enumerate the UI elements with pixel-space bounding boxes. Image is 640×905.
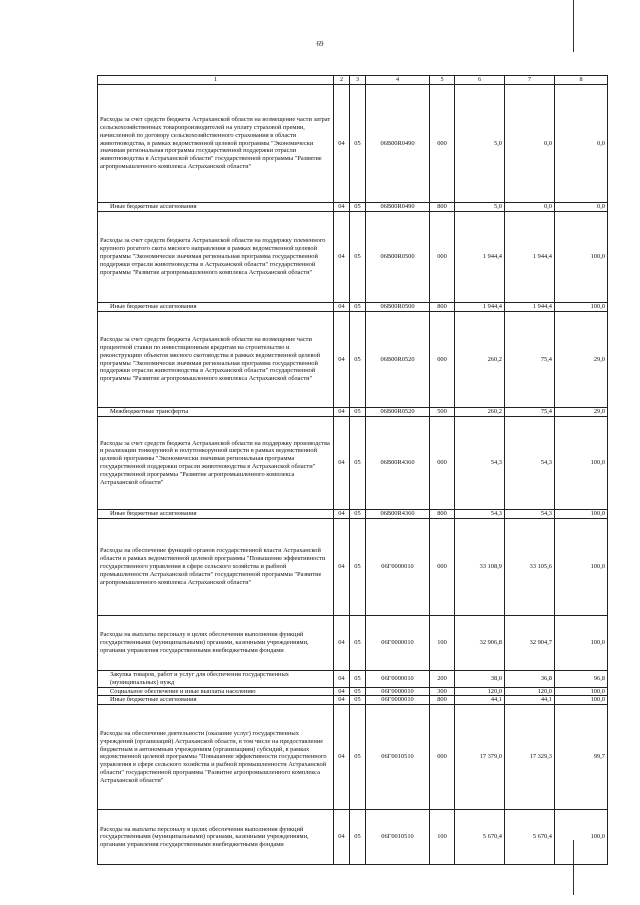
table-row bbox=[98, 212, 608, 303]
cell-target-code: 06В00R0520 bbox=[366, 312, 430, 408]
cell-percent: 100,0 bbox=[555, 510, 608, 519]
column-header: 7 bbox=[505, 76, 555, 85]
table-row bbox=[98, 671, 608, 688]
row-name: Расходы за счет средств бюджета Астраханской области на возмещение части затрат сельскохозяйственных товаропроизводителей на уплату страховой премии, начисленной по договору сельскохозяйственного страхования в области животноводства, в рамках ведомственной целевой программы "Экономически значимая региональная программа государственной поддержки отрасли животноводства в Астраханской области" государственной программы "Развитие агропромышленного комплекса Астраханской области" bbox=[98, 85, 334, 203]
cell-target-code: 06В00R0520 bbox=[366, 408, 430, 417]
table-row bbox=[98, 85, 608, 203]
row-name: Расходы на выплаты персоналу в целях обеспечения выполнения функций государственными (муниципальными) органами, казенными учреждениями, органами управления государственными внебюджетными фондами bbox=[98, 810, 334, 865]
cell-section: 04 bbox=[334, 408, 350, 417]
cell-plan-amount: 120,0 bbox=[455, 687, 505, 696]
table-row bbox=[98, 696, 608, 705]
cell-subsection: 05 bbox=[350, 687, 366, 696]
cell-plan-amount: 260,2 bbox=[455, 408, 505, 417]
cell-target-code: 06В00R0500 bbox=[366, 212, 430, 303]
cell-subsection: 05 bbox=[350, 705, 366, 810]
cell-percent: 100,0 bbox=[555, 616, 608, 671]
cell-expense-type: 200 bbox=[430, 671, 455, 688]
cell-plan-amount: 32 906,8 bbox=[455, 616, 505, 671]
cell-expense-type: 100 bbox=[430, 810, 455, 865]
cell-target-code: 06Г0000010 bbox=[366, 671, 430, 688]
cell-subsection: 05 bbox=[350, 671, 366, 688]
cell-actual-amount: 120,0 bbox=[505, 687, 555, 696]
row-name: Иные бюджетные ассигнования bbox=[98, 696, 334, 705]
cell-percent: 100,0 bbox=[555, 303, 608, 312]
cell-subsection: 05 bbox=[350, 312, 366, 408]
cell-actual-amount: 54,3 bbox=[505, 417, 555, 510]
cell-section: 04 bbox=[334, 671, 350, 688]
table-row bbox=[98, 616, 608, 671]
cell-plan-amount: 54,3 bbox=[455, 510, 505, 519]
column-header: 3 bbox=[350, 76, 366, 85]
cell-subsection: 05 bbox=[350, 212, 366, 303]
cell-section: 04 bbox=[334, 303, 350, 312]
column-header: 1 bbox=[98, 76, 334, 85]
cell-percent: 100,0 bbox=[555, 696, 608, 705]
cell-percent: 100,0 bbox=[555, 687, 608, 696]
cell-percent: 0,0 bbox=[555, 203, 608, 212]
cell-plan-amount: 5,0 bbox=[455, 85, 505, 203]
table-row bbox=[98, 203, 608, 212]
cell-subsection: 05 bbox=[350, 810, 366, 865]
cell-expense-type: 000 bbox=[430, 212, 455, 303]
row-name: Иные бюджетные ассигнования bbox=[98, 303, 334, 312]
column-header: 2 bbox=[334, 76, 350, 85]
cell-expense-type: 800 bbox=[430, 303, 455, 312]
cell-target-code: 06В00R4360 bbox=[366, 417, 430, 510]
cell-target-code: 06В00R4360 bbox=[366, 510, 430, 519]
scan-edge-line bbox=[573, 0, 574, 52]
cell-actual-amount: 5 670,4 bbox=[505, 810, 555, 865]
cell-actual-amount: 1 944,4 bbox=[505, 212, 555, 303]
cell-expense-type: 000 bbox=[430, 85, 455, 203]
cell-expense-type: 500 bbox=[430, 408, 455, 417]
cell-plan-amount: 1 944,4 bbox=[455, 303, 505, 312]
cell-percent: 29,0 bbox=[555, 408, 608, 417]
table-row bbox=[98, 519, 608, 616]
cell-plan-amount: 260,2 bbox=[455, 312, 505, 408]
cell-actual-amount: 1 944,4 bbox=[505, 303, 555, 312]
cell-section: 04 bbox=[334, 705, 350, 810]
cell-section: 04 bbox=[334, 510, 350, 519]
cell-target-code: 06Г0010510 bbox=[366, 810, 430, 865]
cell-actual-amount: 44,1 bbox=[505, 696, 555, 705]
table-row bbox=[98, 417, 608, 510]
cell-subsection: 05 bbox=[350, 696, 366, 705]
page-number: 69 bbox=[316, 40, 324, 48]
cell-target-code: 06Г0000010 bbox=[366, 687, 430, 696]
cell-percent: 100,0 bbox=[555, 417, 608, 510]
cell-actual-amount: 75,4 bbox=[505, 312, 555, 408]
table-row bbox=[98, 408, 608, 417]
cell-actual-amount: 75,4 bbox=[505, 408, 555, 417]
cell-percent: 100,0 bbox=[555, 212, 608, 303]
cell-section: 04 bbox=[334, 810, 350, 865]
cell-section: 04 bbox=[334, 687, 350, 696]
cell-section: 04 bbox=[334, 312, 350, 408]
row-name: Иные бюджетные ассигнования bbox=[98, 203, 334, 212]
cell-actual-amount: 54,3 bbox=[505, 510, 555, 519]
cell-expense-type: 000 bbox=[430, 417, 455, 510]
row-name: Расходы на обеспечение деятельности (оказание услуг) государственных учреждений (организаций) Астраханской области, в том числе на предоставление бюджетным и автономным учреждениям (организациям) субсидий, в рамках ведомственной целевой программы "Повышение эффективности государственного управления в сфере сельского хозяйства и рыбной промышленности Астраханской области" государственной программы "Развитие агропромышленного комплекса Астраханской области" bbox=[98, 705, 334, 810]
cell-subsection: 05 bbox=[350, 417, 366, 510]
cell-section: 04 bbox=[334, 616, 350, 671]
cell-plan-amount: 54,3 bbox=[455, 417, 505, 510]
cell-expense-type: 800 bbox=[430, 203, 455, 212]
cell-section: 04 bbox=[334, 212, 350, 303]
cell-subsection: 05 bbox=[350, 510, 366, 519]
cell-plan-amount: 33 108,9 bbox=[455, 519, 505, 616]
row-name: Социальное обеспечение и иные выплаты населению bbox=[98, 687, 334, 696]
row-name: Расходы на обеспечение функций органов государственной власти Астраханской области в рамках ведомственной целевой программы "Повышение эффективности государственного управления в сфере сельского хозяйства и рыбной промышленности Астраханской области" государственной программы "Развитие агропромышленного комплекса Астраханской области" bbox=[98, 519, 334, 616]
cell-subsection: 05 bbox=[350, 303, 366, 312]
column-header: 8 bbox=[555, 76, 608, 85]
column-header: 4 bbox=[366, 76, 430, 85]
cell-plan-amount: 5,0 bbox=[455, 203, 505, 212]
cell-plan-amount: 44,1 bbox=[455, 696, 505, 705]
cell-actual-amount: 17 329,3 bbox=[505, 705, 555, 810]
cell-expense-type: 000 bbox=[430, 519, 455, 616]
cell-actual-amount: 32 904,7 bbox=[505, 616, 555, 671]
cell-section: 04 bbox=[334, 519, 350, 616]
cell-expense-type: 800 bbox=[430, 696, 455, 705]
table-row bbox=[98, 705, 608, 810]
table-header-row bbox=[98, 76, 608, 85]
column-header: 5 bbox=[430, 76, 455, 85]
cell-percent: 29,0 bbox=[555, 312, 608, 408]
cell-plan-amount: 5 670,4 bbox=[455, 810, 505, 865]
cell-subsection: 05 bbox=[350, 616, 366, 671]
cell-section: 04 bbox=[334, 203, 350, 212]
cell-actual-amount: 36,8 bbox=[505, 671, 555, 688]
cell-target-code: 06Г0000010 bbox=[366, 519, 430, 616]
cell-percent: 100,0 bbox=[555, 810, 608, 865]
table-row bbox=[98, 510, 608, 519]
cell-target-code: 06В00R0490 bbox=[366, 85, 430, 203]
cell-plan-amount: 17 379,0 bbox=[455, 705, 505, 810]
cell-actual-amount: 33 105,6 bbox=[505, 519, 555, 616]
table-row bbox=[98, 303, 608, 312]
cell-target-code: 06В00R0490 bbox=[366, 203, 430, 212]
cell-expense-type: 000 bbox=[430, 705, 455, 810]
row-name: Расходы за счет средств бюджета Астраханской области на возмещение части процентной ставки по инвестиционным кредитам на строительство и реконструкцию объектов мясного скотоводства в рамках ведомственной целевой программы "Экономически значимая региональная программа государственной поддержки отрасли животноводства в Астраханской области" государственной программы "Развитие агропромышленного комплекса Астраханской области" bbox=[98, 312, 334, 408]
cell-subsection: 05 bbox=[350, 408, 366, 417]
cell-percent: 99,7 bbox=[555, 705, 608, 810]
row-name: Иные бюджетные ассигнования bbox=[98, 510, 334, 519]
cell-actual-amount: 0,0 bbox=[505, 85, 555, 203]
table-row bbox=[98, 312, 608, 408]
row-name: Расходы за счет средств бюджета Астраханской области на поддержку племенного крупного рогатого скота мясного направления в рамках ведомственной целевой программы "Экономически значимая региональная программа государственной поддержки отрасли животноводства в Астраханской области" государственной программы "Развитие агропромышленного комплекса Астраханской области" bbox=[98, 212, 334, 303]
row-name: Расходы за счет средств бюджета Астраханской области на поддержку производства и реализации тонкорунной и полутонкорунной шерсти в рамках ведомственной целевой программы "Экономически значимая региональная программа государственной поддержки отрасли животноводства в Астраханской области" государственной программы "Развитие агропромышленного комплекса Астраханской области" bbox=[98, 417, 334, 510]
cell-section: 04 bbox=[334, 417, 350, 510]
cell-expense-type: 800 bbox=[430, 510, 455, 519]
cell-expense-type: 100 bbox=[430, 616, 455, 671]
budget-table bbox=[97, 75, 608, 865]
cell-subsection: 05 bbox=[350, 203, 366, 212]
cell-section: 04 bbox=[334, 696, 350, 705]
cell-subsection: 05 bbox=[350, 85, 366, 203]
cell-target-code: 06Г0000010 bbox=[366, 696, 430, 705]
cell-plan-amount: 38,0 bbox=[455, 671, 505, 688]
column-header: 6 bbox=[455, 76, 505, 85]
cell-percent: 0,0 bbox=[555, 85, 608, 203]
cell-percent: 96,8 bbox=[555, 671, 608, 688]
row-name: Межбюджетные трансферты bbox=[98, 408, 334, 417]
cell-section: 04 bbox=[334, 85, 350, 203]
cell-target-code: 06Г0000010 bbox=[366, 616, 430, 671]
cell-expense-type: 000 bbox=[430, 312, 455, 408]
cell-subsection: 05 bbox=[350, 519, 366, 616]
cell-target-code: 06В00R0500 bbox=[366, 303, 430, 312]
cell-expense-type: 300 bbox=[430, 687, 455, 696]
table-row bbox=[98, 810, 608, 865]
cell-plan-amount: 1 944,4 bbox=[455, 212, 505, 303]
row-name: Закупка товаров, работ и услуг для обеспечения государственных (муниципальных) нужд bbox=[98, 671, 334, 688]
row-name: Расходы на выплаты персоналу в целях обеспечения выполнения функций государственными (муниципальными) органами, казенными учреждениями, органами управления государственными внебюджетными фондами bbox=[98, 616, 334, 671]
cell-percent: 100,0 bbox=[555, 519, 608, 616]
table-row bbox=[98, 687, 608, 696]
cell-actual-amount: 0,0 bbox=[505, 203, 555, 212]
cell-target-code: 06Г0010510 bbox=[366, 705, 430, 810]
